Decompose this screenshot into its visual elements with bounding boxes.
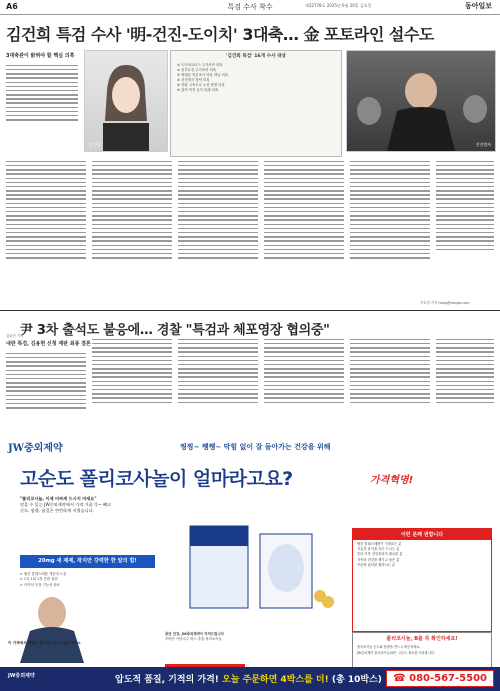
ad-model-photo: [0, 591, 145, 663]
investigation-targets-box: [170, 50, 342, 157]
byline-2: 김윤진 기자: [6, 334, 24, 338]
article-col-b: [92, 158, 172, 298]
article2-col-d: [264, 336, 344, 430]
second-headline: 尹 3차 출석도 불응에… 경찰 "특검과 체포영장 협의중": [20, 323, 330, 338]
section-title: 특검 수사 착수: [227, 3, 273, 11]
ad-product-image: [170, 506, 340, 626]
article2-col-a: [6, 350, 86, 430]
subhead-2: 내란 특검, 김용현 신청 재판 최종 결론: [6, 341, 91, 347]
ad-tagline: 찡찡~ 쨍쨍~ 막힘 없이 잘 돌아가는 건강을 위해: [180, 443, 331, 451]
article-col-f: [436, 158, 494, 298]
ad-recommend-item: 가족의 건강을 챙기고 싶은 분: [357, 557, 400, 562]
ad-bottom-bar: [0, 667, 500, 691]
ad-bottom-highlight: 오늘 주문하면 4박스를 더!: [222, 675, 329, 685]
photo-kim: [84, 50, 168, 152]
article2-col-f: [436, 336, 494, 430]
ad-info-lines: [165, 632, 305, 642]
ad-phone-number[interactable]: ☎ 080-567-5500: [386, 670, 494, 687]
ad-recommend-title: 이런 분께 권합니다: [353, 529, 491, 540]
article2-col-c: [178, 336, 258, 430]
photo-geonjin: [346, 50, 496, 152]
ad-check-box-line: 폴리코사놀 순도와 함량을 반드시 확인하세요.: [357, 645, 421, 649]
ad-info-line: 쿠바산 사탕수수 왁스 추출 폴리코사놀: [165, 637, 222, 641]
ad-info-line: 중년 건강, JW중외제약이 지켜드립니다: [165, 632, 224, 636]
subhead-1: 3대축관이 밝혀야 할 핵심 의혹: [6, 53, 75, 59]
photo-caption-left: 김건희: [89, 142, 101, 147]
article-col-a: [6, 158, 86, 298]
box-title: '김건희 특검' 16개 수사 대상: [226, 54, 286, 59]
page-number: A6: [6, 2, 18, 11]
ad-top-bar: [0, 436, 500, 458]
box-item: ⑥ 관저 이전 공사 특혜 의혹: [177, 88, 219, 92]
ad-price-tag: 가격혁명!: [370, 475, 414, 486]
ad-check-item: ✔ 식약처 인정 기능성 원료: [20, 582, 60, 587]
masthead: [0, 0, 500, 15]
ad-recommend-item: 중년 이후 건강관리가 필요한 분: [357, 552, 403, 557]
main-headline: 김건희 특검 수사 '明-건진-도이치' 3대축… 金 포토라인 설수도: [6, 25, 434, 44]
article2-col-b: [92, 336, 172, 430]
ad-bottom-brand: JW중외제약: [8, 673, 35, 679]
ad-model-caption: 이 가격에서 정말로 좋아보시죠? 고순도 99%: [8, 641, 81, 645]
ad-big-question: 고순도 폴리코사놀이 얼마라고요?: [20, 468, 293, 490]
ad-recommend-item: 기름진 음식을 자주 드시는 분: [357, 547, 400, 552]
ad-feature-bar: 20mg 새 제제, 작지만 강력한 한 알의 힘!: [20, 555, 155, 568]
box-item: ③ 명태균 여론조사 비용 대납 의혹: [177, 73, 229, 77]
ad-bottom-message: [115, 672, 382, 685]
advertisement: [0, 436, 500, 691]
ad-check-box-line: JW중외제약 폴리코사놀20은 고순도 원료를 사용합니다.: [357, 650, 435, 655]
box-item: ⑤ 양평 고속도로 노선 변경 의혹: [177, 83, 225, 87]
ad-check-box-title: 폴리코사놀, B를 꼭 확인하세요!: [386, 636, 458, 642]
ad-brand-logo: JW중외제약: [8, 443, 63, 454]
ad-recommend-item: 혈중 콜레스테롤이 걱정되는 분: [357, 542, 402, 546]
ad-copy-line: "폴리코사놀, 이제 비싸게 드시지 마세요": [20, 496, 97, 501]
box-item: ② 삼부토건 주가조작 의혹: [177, 68, 217, 72]
ad-recommend-item: 꾸준한 관리를 원하시는 분: [357, 562, 396, 567]
article2-col-e: [350, 336, 430, 430]
ad-copy: [20, 496, 170, 514]
issue-date: 제32778호 2025년 6월 20일 금요일: [305, 3, 372, 8]
ad-check-item: ✔ 혈중 콜레스테롤 개선에 도움: [20, 572, 67, 576]
ad-check-list: [20, 572, 160, 588]
ad-bottom-prefix: 압도적 품질, 기적의 가격!: [115, 675, 219, 685]
byline-1: 이호경 기자 hong@donga.com: [420, 301, 470, 305]
article-divider: [0, 310, 500, 311]
photo-caption-right: 건진법사: [475, 142, 491, 147]
ad-recommend-box: [352, 528, 492, 632]
ad-copy-line: 순도, 함량, 품질은 깐깐하게 지켰습니다.: [20, 508, 95, 513]
article-col-e: [350, 158, 430, 298]
ad-copy-line: 믿을 수 있는 JW중외제약에서 가격 거품 뚝~ 빼고: [20, 502, 112, 507]
box-item: ④ 건진법사 청탁 의혹: [177, 78, 210, 82]
ad-check-item: ✔ 1일 1회 1정 간편 섭취: [20, 577, 58, 582]
box-item: ① 도이치모터스 주가조작 의혹: [177, 63, 223, 67]
article-col-c: [178, 158, 258, 298]
article-col-d: [264, 158, 344, 298]
article-col-1: [6, 62, 78, 142]
paper-name: 동아일보: [464, 1, 492, 10]
ad-bottom-suffix: (총 10박스): [331, 675, 382, 685]
